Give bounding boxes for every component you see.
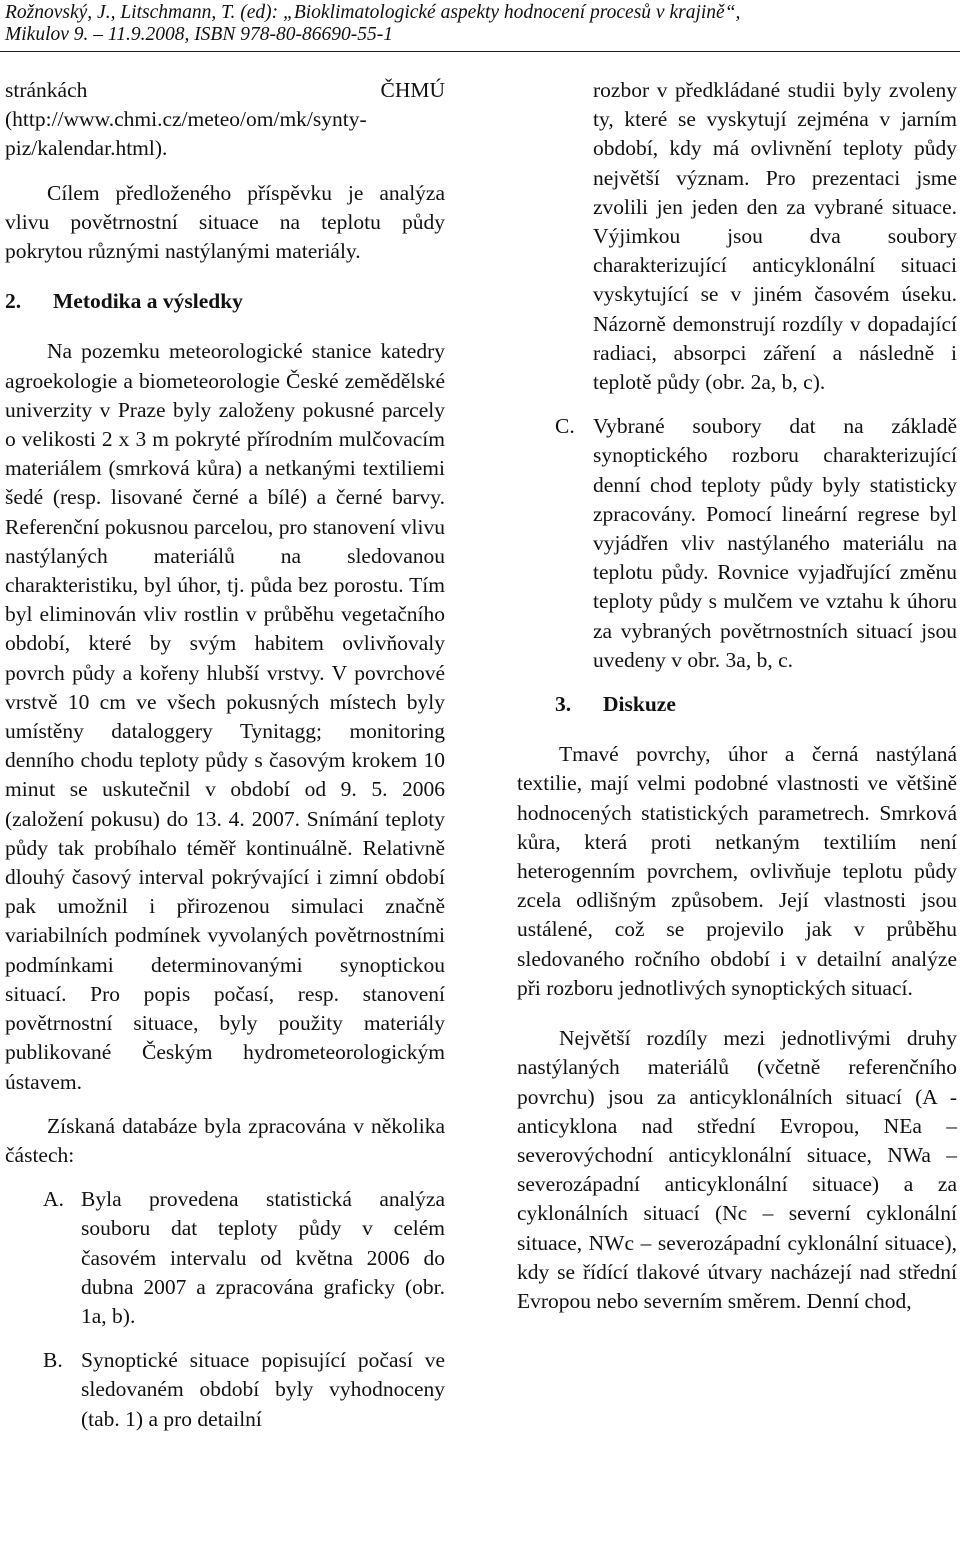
header-divider (0, 51, 960, 52)
right-column (517, 76, 957, 1316)
list-marker: C. (555, 414, 575, 439)
list-item-b (5, 1346, 445, 1434)
left-column (5, 76, 445, 1434)
section-title: Metodika a výsledky (53, 289, 243, 314)
header-citation: Rožnovský, J., Litschmann, T. (ed): „Bioklimatologické aspekty hodnocení procesů v krajině“, (5, 2, 741, 23)
section-heading-discussion (517, 690, 957, 719)
list-marker: A. (43, 1187, 64, 1212)
list-item-text: Vybrané soubory dat na základě synoptického rozboru charakterizující denní chod teploty půdy byly statisticky zpracovány. Pomocí lineární regrese byl vyjádřen vliv nastýlaného materiálu na teplotu půdy. Rovnice vyjadřující změnu teploty půdy s mulčem ve vztahu k úhoru za vybraných povětrnostních situací jsou uvedeny v obr. 3a, b, c. (593, 414, 957, 672)
section-title: Diskuze (603, 692, 676, 717)
list-item-text: Byla provedena statistická analýza souboru dat teploty půdy v celém časovém intervalu od května 2006 do dubna 2007 a zpracována graficky (obr. 1a, b). (81, 1187, 445, 1328)
running-header (5, 2, 955, 46)
discussion-paragraph-1: Tmavé povrchy, úhor a černá nastýlaná textilie, mají velmi podobné vlastnosti ve většině hodnocených statistických parametrech. Smrková kůra, která proti netkaným textiliím není heterogenním povrchem, ovlivňuje teplotu půdy zcela odlišným způsobem. Její vlastnosti jsou ustálené, což se projevilo jak v průběhu sledovaného ročního období i v detailní analýze při rozboru jednotlivých synoptických situací. (517, 742, 957, 1000)
list-item-text: Synoptické situace popisující počasí ve sledovaném období byly vyhodnoceny (tab. 1) a pro detailní (81, 1348, 445, 1431)
discussion-paragraph-2: Největší rozdíly mezi jednotlivými druhy nastýlaných materiálů (včetně referenčního povrchu) jsou za anticyklonálních situací (A - anticyklona nad střední Evropou, NEa – severovýchodní anticyklonální situace, NWa – severozápadní anticyklonální situace) a za cyklonálních situací (Nc – severní cyklonální situace, NWc – severozápadní cyklonální situace), kdy se řídící tlakové útvary nacházejí nad střední Evropou nebo severním směrem. Denní chod, (517, 1026, 957, 1313)
section-number: 2. (5, 289, 22, 314)
list-item-b-continuation: rozbor v předkládané studii byly zvoleny ty, které se vyskytují zejména v jarním období, kdy má ovlivnění teploty půdy největší význam. Pro prezentaci jsme zvolili jen jeden den za vybrané situace. Výjimkou jsou dva soubory charakterizující anticyklonální situaci vyskytující se v jiném časovém úseku. Názorně demonstrují rozdíly v dopadající radiaci, absorpci záření a následně i teplotě půdy (obr. 2a, b, c). (593, 78, 957, 395)
source-paragraph: stránkách ČHMÚ (http://www.chmi.cz/meteo/om/mk/synty-piz/kalendar.html). (5, 78, 445, 161)
list-item-a (5, 1185, 445, 1331)
database-paragraph: Získaná databáze byla zpracována v několika částech: (5, 1113, 445, 1167)
list-marker: B. (43, 1348, 63, 1373)
section-number: 3. (555, 692, 572, 717)
list-item-c (517, 412, 957, 675)
section-heading-methods (5, 287, 445, 316)
header-venue-isbn: Mikulov 9. – 11.9.2008, ISBN 978-80-86690-55-1 (5, 24, 393, 45)
goal-paragraph: Cílem předloženého příspěvku je analýza vlivu povětrnostní situace na teplotu půdy pokrytou různými nastýlanými materiály. (5, 180, 445, 264)
methods-paragraph: Na pozemku meteorologické stanice katedry agroekologie a biometeorologie České zemědělské univerzity v Praze byly založeny pokusné parcely o velikosti 2 x 3 m pokryté přírodním mulčovacím materiálem (smrková kůra) a netkanými textiliemi šedé (resp. lisované černé a bílé) a černé barvy. Referenční pokusnou parcelou, pro stanovení vlivu nastýlaných materiálů na sledovanou charakteristiku, byl úhor, tj. půda bez porostu. Tím byl eliminován vliv rostlin v průběhu vegetačního období, které by svým habitem ovlivňovaly povrch půdy a kořeny hlubší vrstvy. V povrchové vrstvě 10 cm ve všech pokusných místech byly umístěny dataloggery Tynitagg; monitoring denního chodu teploty půdy s časovým krokem 10 minut se uskutečnil v období od 9. 5. 2006 (založení pokusu) do 13. 4. 2007. Snímání teploty půdy tak probíhalo téměř kontinuálně. Relativně dlouhý časový interval pokrývající i zimní období pak umožnil i přirozenou simulaci značně variabilních podmínek vyvolaných povětrnostními podmínkami determinovanými synoptickou situací. Pro popis počasí, resp. stanovení povětrnostní situace, byly použity materiály publikované Českým hydrometeorologickým ústavem. (5, 339, 445, 1094)
